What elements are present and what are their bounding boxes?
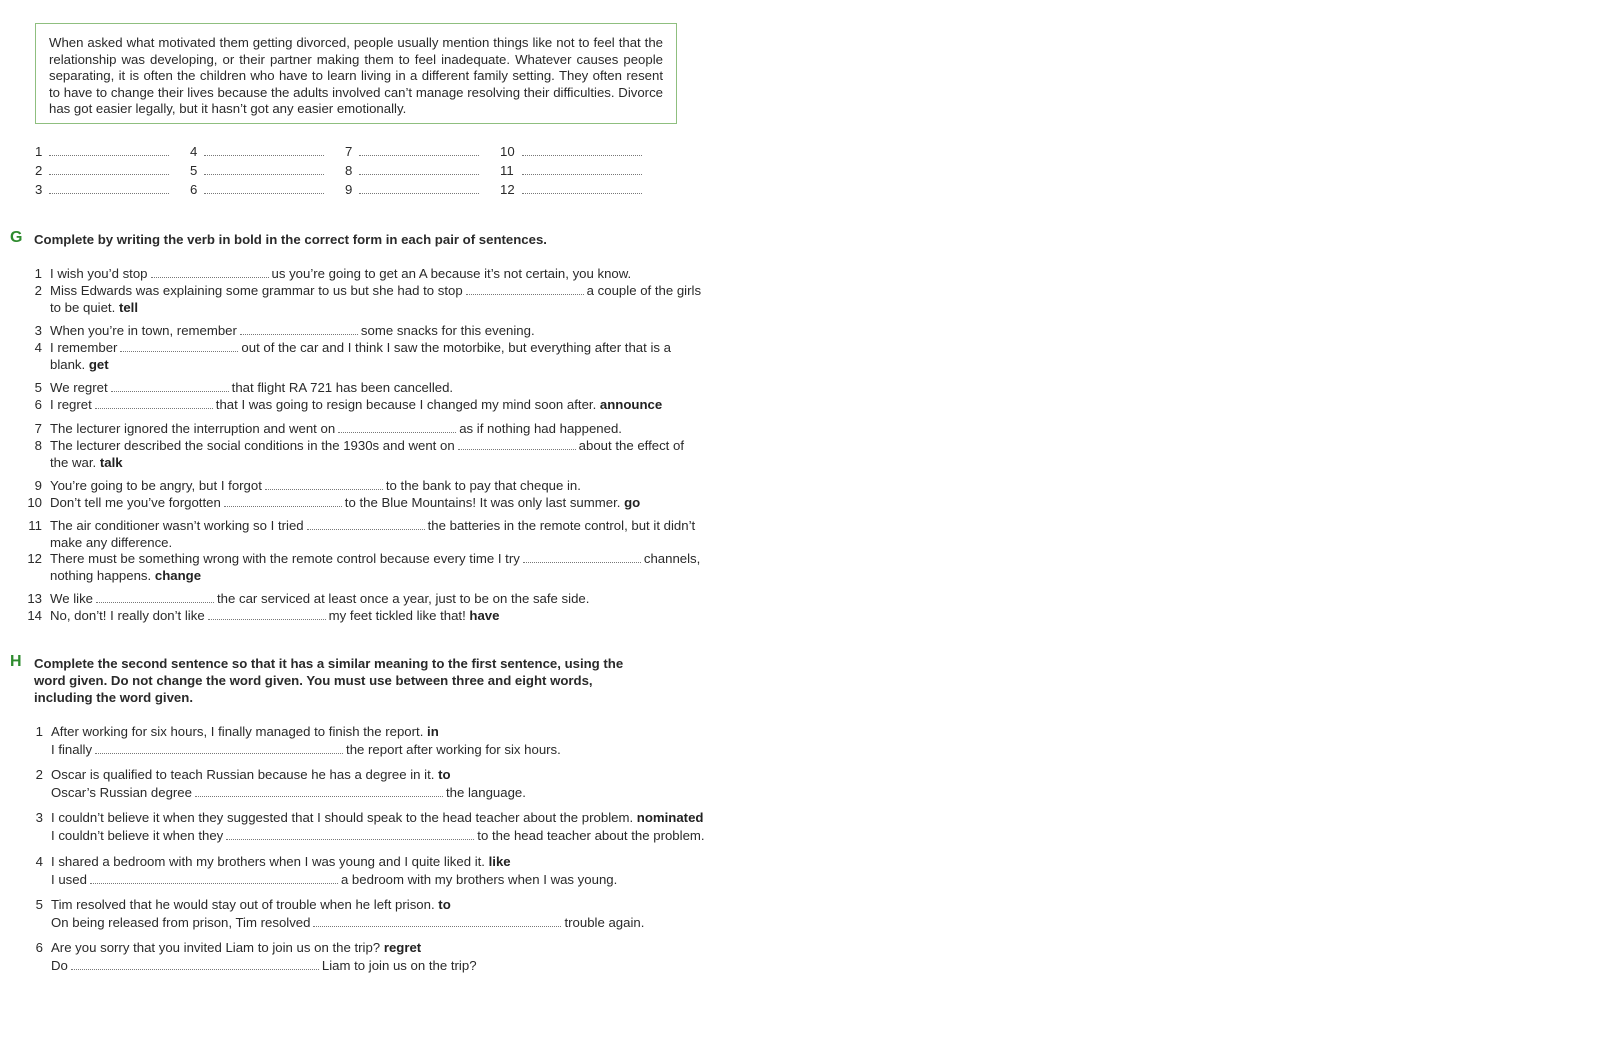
item-number: 2 [35,767,43,782]
g-item [24,608,740,625]
answer-number: 10 [500,144,515,159]
answer-blank[interactable] [90,872,338,884]
sentence-end: that I was going to resign because I changed my mind soon after. [215,397,597,412]
section-h-instruction-line: Complete the second sentence so that it has a similar meaning to the first sentence, using the [34,656,624,671]
item-number: 7 [34,421,42,436]
second-sentence-end: Liam to join us on the trip? [321,958,477,973]
answer-blank[interactable] [338,421,456,433]
answer-number: 9 [345,182,353,197]
second-sentence-end: to the head teacher about the problem. [477,828,705,843]
sentence-start: There must be something wrong with the remote control because every time I try [50,551,520,566]
second-sentence-start: On being released from prison, Tim resolved [51,915,311,930]
sentence-continuation: blank. [50,356,86,372]
item-number: 11 [28,518,42,533]
first-sentence: Oscar is qualified to teach Russian because he has a degree in it. [51,767,435,782]
g-item [24,380,740,397]
answer-blank[interactable] [96,591,214,603]
h-item [30,853,751,889]
answer-blank[interactable] [49,182,169,194]
sentence-start: We like [50,591,93,606]
first-sentence: I shared a bedroom with my brothers when I was young and I quite liked it. [51,854,485,869]
second-sentence-end: the report after working for six hours. [346,742,561,757]
sentence-start: Miss Edwards was explaining some grammar to us but she had to stop [50,283,463,298]
sentence-continuation: make any difference. [50,534,173,550]
section-g-instruction: Complete by writing the verb in bold in the correct form in each pair of sentences. [34,232,547,247]
answer-number: 2 [35,163,43,178]
first-sentence: I couldn’t believe it when they suggested that I should speak to the head teacher about the problem. [51,810,634,825]
answer-blank[interactable] [265,478,383,490]
answer-blank[interactable] [307,518,425,530]
sentence-start: Don’t tell me you’ve forgotten [50,495,221,510]
keyword: announce [599,397,663,412]
second-sentence-end: trouble again. [564,915,645,930]
h-item [30,896,751,932]
answer-blank[interactable] [120,340,238,352]
sentence-start: I remember [50,340,118,355]
answer-blank[interactable] [313,915,561,927]
answer-blank[interactable] [95,742,343,754]
sentence-start: You’re going to be angry, but I forgot [50,478,262,493]
item-number: 1 [34,266,42,281]
answer-blank[interactable] [359,144,479,156]
item-number: 3 [34,323,42,338]
answer-blank[interactable] [151,266,269,278]
first-sentence: After working for six hours, I finally managed to finish the report. [51,724,424,739]
sentence-end: some snacks for this evening. [360,323,535,338]
sentence-continuation: to be quiet. [50,299,116,315]
answer-row [35,163,660,182]
sentence-start: I wish you’d stop [50,266,148,281]
g-item [24,495,740,512]
g-item [24,340,740,373]
item-number: 6 [35,940,43,955]
item-number: 10 [27,495,42,510]
second-sentence-start: I couldn’t believe it when they [51,828,224,843]
answer-blank[interactable] [522,144,642,156]
item-number: 8 [34,438,42,453]
sentence-end: out of the car and I think I saw the motorbike, but everything after that is a [241,340,671,355]
first-sentence: Tim resolved that he would stay out of trouble when he left prison. [51,897,435,912]
sentence-end: channels, [643,551,701,566]
section-h-letter: H [10,653,22,670]
keyword: nominated [636,810,704,825]
g-item [24,591,740,608]
second-sentence-start: Oscar’s Russian degree [51,785,192,800]
sentence-continuation: the war. [50,454,97,470]
answer-blank[interactable] [195,785,443,797]
keyword: talk [99,454,123,470]
answer-row [35,182,660,201]
g-item [24,551,740,584]
sentence-end: to the Blue Mountains! It was only last summer. [344,495,621,510]
answer-blank[interactable] [359,182,479,194]
keyword: to [438,897,451,912]
g-item [24,397,740,414]
second-sentence-start: Do [51,958,68,973]
sentence-end: about the effect of [578,438,685,453]
keyword: in [427,724,439,739]
sentence-end: to the bank to pay that cheque in. [385,478,581,493]
answer-blank[interactable] [522,182,642,194]
g-item [24,266,740,283]
item-number: 5 [34,380,42,395]
second-sentence-start: I used [51,872,87,887]
answer-blank[interactable] [111,380,229,392]
sentence-end: us you’re going to get an A because it’s not certain, you know. [271,266,632,281]
sentence-start: No, don’t! I really don’t like [50,608,205,623]
g-item [24,478,740,495]
keyword: have [469,608,500,623]
section-h-instruction [34,655,694,706]
keyword: regret [383,940,422,955]
h-item [30,766,751,802]
sentence-start: The lecturer described the social conditions in the 1930s and went on [50,438,455,453]
sentence-end: the batteries in the remote control, but it didn’t [427,518,696,533]
answer-blank[interactable] [359,163,479,175]
keyword: like [488,854,511,869]
keyword: tell [118,299,138,315]
item-number: 12 [27,551,42,566]
g-item [24,518,740,551]
sentence-start: The air conditioner wasn’t working so I tried [50,518,304,533]
answer-number: 7 [345,144,353,159]
item-number: 1 [35,724,43,739]
answer-blank[interactable] [466,283,584,295]
answer-blank[interactable] [204,144,324,156]
item-number: 3 [35,810,43,825]
answer-blank[interactable] [240,323,358,335]
h-item [30,723,751,759]
sentence-end: a couple of the girls [586,283,702,298]
answer-number: 3 [35,182,43,197]
sentence-end: my feet tickled like that! [328,608,466,623]
item-number: 2 [34,283,42,298]
g-item [24,283,740,316]
sentence-start: We regret [50,380,108,395]
keyword: change [154,567,202,583]
sentence-start: I regret [50,397,92,412]
answer-blank[interactable] [204,163,324,175]
answer-number: 12 [500,182,515,197]
sentence-continuation: nothing happens. [50,567,152,583]
answer-grid [35,144,660,201]
sentence-start: When you’re in town, remember [50,323,237,338]
first-sentence: Are you sorry that you invited Liam to join us on the trip? [51,940,381,955]
answer-number: 11 [500,163,514,178]
g-item [24,323,740,340]
item-number: 4 [34,340,42,355]
item-number: 4 [35,854,43,869]
sentence-end: the car serviced at least once a year, just to be on the safe side. [217,591,590,606]
item-number: 6 [34,397,42,412]
section-h-instruction-line: word given. Do not change the word given. You must use between three and eight words, [34,673,593,688]
second-sentence-start: I finally [51,742,93,757]
answer-blank[interactable] [95,397,213,409]
keyword: go [624,495,641,510]
answer-blank[interactable] [49,163,169,175]
h-item [30,939,751,975]
answer-blank[interactable] [204,182,324,194]
item-number: 9 [34,478,42,493]
answer-number: 8 [345,163,353,178]
second-sentence-end: the language. [445,785,526,800]
answer-blank[interactable] [226,828,474,840]
item-number: 14 [27,608,42,623]
answer-number: 5 [190,163,198,178]
sentence-end: that flight RA 721 has been cancelled. [231,380,454,395]
sentence-start: The lecturer ignored the interruption and went on [50,421,336,436]
answer-blank[interactable] [224,495,342,507]
answer-blank[interactable] [458,438,576,450]
item-number: 13 [27,591,42,606]
keyword: to [438,767,451,782]
item-number: 5 [35,897,43,912]
section-h-instruction-line: including the word given. [34,690,193,705]
h-item [30,809,751,845]
answer-number: 4 [190,144,198,159]
keyword: get [88,356,109,372]
answer-row [35,144,660,163]
passage-text: When asked what motivated them getting divorced, people usually mention things like not to feel that the relationship was developing, or their partner making them to feel inadequate. Whatever causes people separating, it is often the children who have to learn living in a different family setting. They often resent to have to change their lives because the adults involved can’t manage resolving their difficulties. Divorce has got easier legally, but it hasn’t got any easier emotionally. [49,35,663,117]
answer-blank[interactable] [49,144,169,156]
g-item [24,438,740,471]
section-g-letter: G [10,229,23,246]
passage-box [35,23,677,124]
answer-blank[interactable] [523,551,641,563]
answer-blank[interactable] [208,608,326,620]
second-sentence-end: a bedroom with my brothers when I was young. [340,872,618,887]
answer-number: 6 [190,182,198,197]
answer-blank[interactable] [522,163,642,175]
g-item [24,421,740,438]
answer-number: 1 [35,144,43,159]
answer-blank[interactable] [71,958,319,970]
sentence-end: as if nothing had happened. [459,421,622,436]
